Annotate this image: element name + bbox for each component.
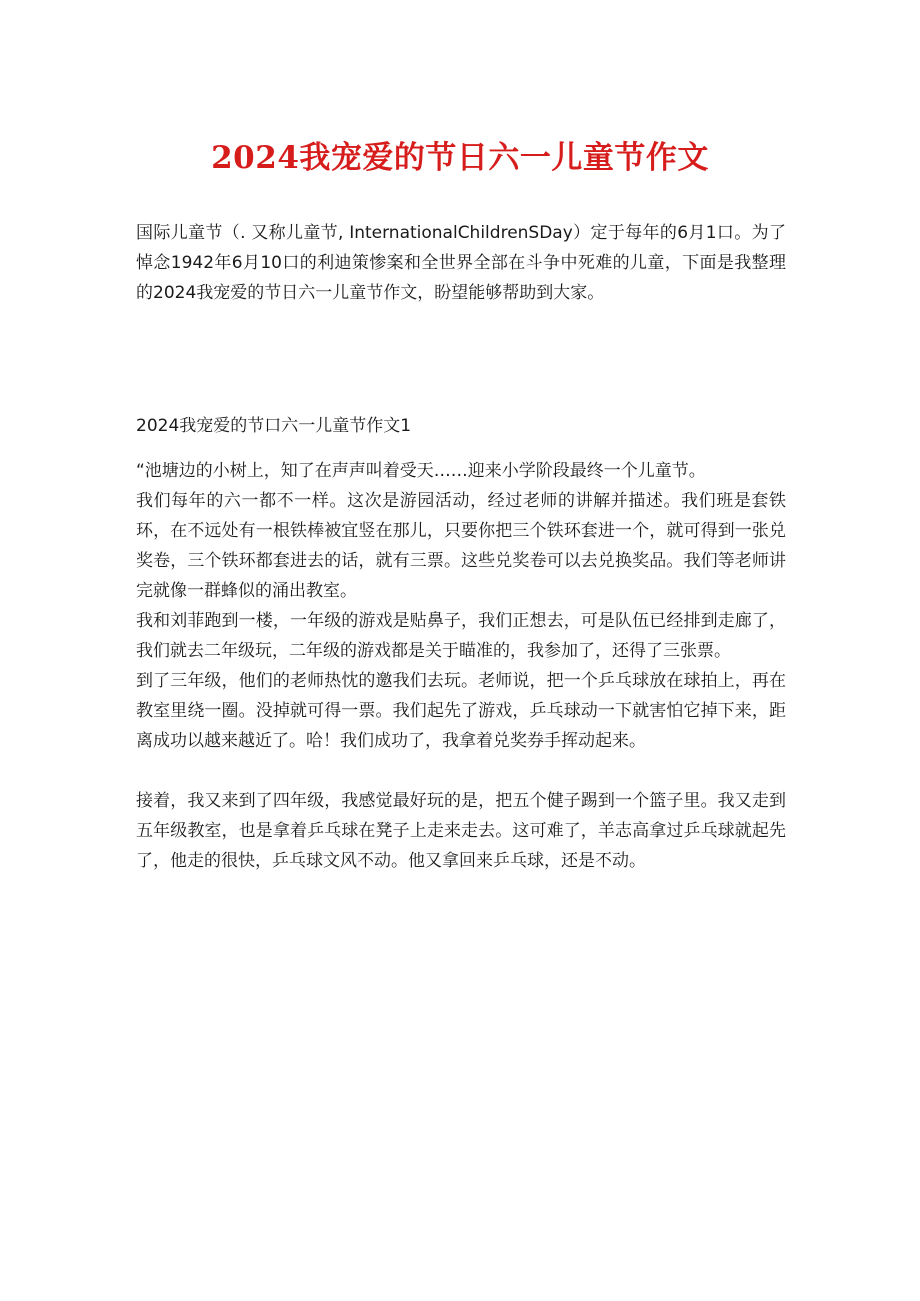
essay-paragraph-1: “池塘边的小树上，知了在声声叫着受天……迎来小学阶段最终一个儿童节。 (136, 461, 706, 481)
intro-paragraph: 国际儿童节（. 又称儿童节, InternationalChildrenSDay）定于每年的6月1口。为了悼念1942年6月10口的利迪策惨案和全世界全部在斗争中死难的儿童，下面是我整理的2024我宠爱的节日六一儿童节作文，盼望能够帮助到大家。 (136, 223, 786, 303)
essay-paragraph-3: 我和刘菲跑到一楼，一年级的游戏是贴鼻子，我们正想去，可是队伍已经排到走廊了，我们就去二年级玩，二年级的游戏都是关于瞄准的，我参加了，还得了三张票。 (136, 611, 786, 661)
essay-paragraph-5: 接着，我又来到了四年级，我感觉最好玩的是，把五个健子踢到一个篮子里。我又走到五年级教室，也是拿着乒乓球在凳子上走来走去。这可难了，羊志高拿过乒乓球就起先了，他走的很快，乒乓球文风不动。他又拿回来乒乓球，还是不动。 (136, 791, 786, 871)
section-heading: 2024我宠爱的节口六一儿童节作文1 (136, 416, 412, 436)
essay-content (136, 456, 786, 876)
document-title: 2024我宠爱的节日六一儿童节作文 (211, 140, 709, 176)
essay-paragraph-2: 我们每年的六一都不一样。这次是游园活动，经过老师的讲解并描述。我们班是套铁环，在不远处有一根铁棒被宜竖在那儿，只要你把三个铁环套进一个，就可得到一张兑奖卷，三个铁环都套进去的话，就有三票。这些兑奖卷可以去兑换奖品。我们等老师讲完就像一群蜂似的涌出教室。 (136, 491, 786, 601)
essay-paragraph-4: 到了三年级，他们的老师热忱的邀我们去玩。老师说，把一个乒乓球放在球拍上，再在教室里绕一圈。没掉就可得一票。我们起先了游戏，乒乓球动一下就害怕它掉下来，距离成功以越来越近了。哈！我们成功了，我拿着兑奖券手挥动起来。 (136, 671, 786, 751)
